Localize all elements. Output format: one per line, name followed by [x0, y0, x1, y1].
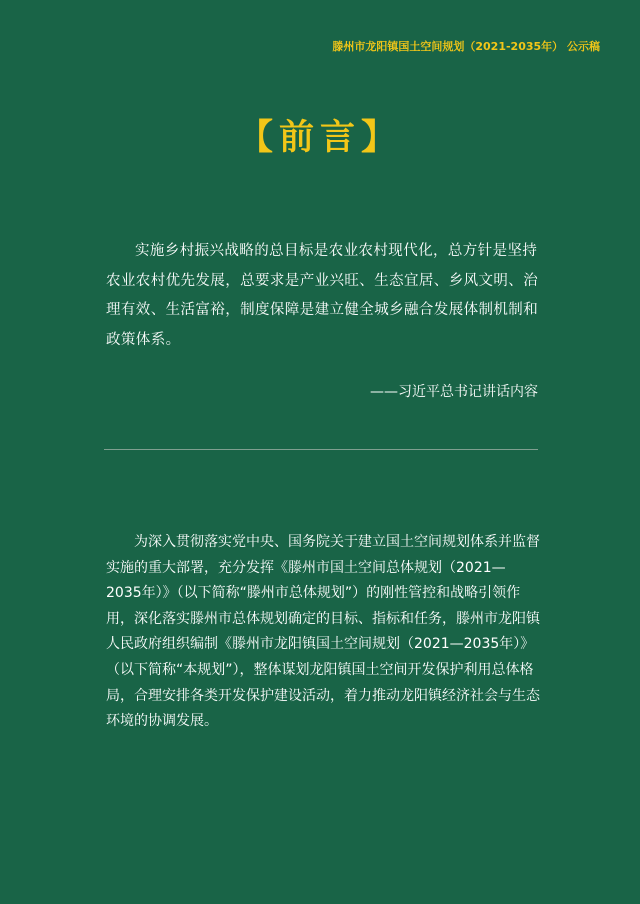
quote-attribution: ——习近平总书记讲话内容	[370, 384, 538, 400]
page-title: 【前言】	[237, 118, 402, 158]
preface-paragraph: 为深入贯彻落实党中央、国务院关于建立国土空间规划体系并监督实施的重大部署，充分发挥《滕州市国土空间总体规划（2021—2035年）》（以下简称“滕州市总体规划”）的刚性管控和战略引领作用，深化落实滕州市总体规划确定的目标、指标和任务，滕州市龙阳镇人民政府组织编制《滕州市龙阳镇国土空间规划（2021—2035年）》（以下简称“本规划”），整体谋划龙阳镇国土空间开发保护利用总体格局，合理安排各类开发保护建设活动，着力推动龙阳镇经济社会与生态环境的协调发展。	[106, 534, 540, 730]
section-divider	[104, 449, 538, 450]
quote-text: 实施乡村振兴战略的总目标是农业农村现代化，总方针是坚持农业农村优先发展，总要求是产业兴旺、生态宜居、乡风文明、治理有效、生活富裕，制度保障是建立健全城乡融合发展体制机制和政策体系。	[106, 243, 539, 348]
document-header-title: 滕州市龙阳镇国土空间规划（2021-2035年） 公示稿	[332, 40, 600, 53]
